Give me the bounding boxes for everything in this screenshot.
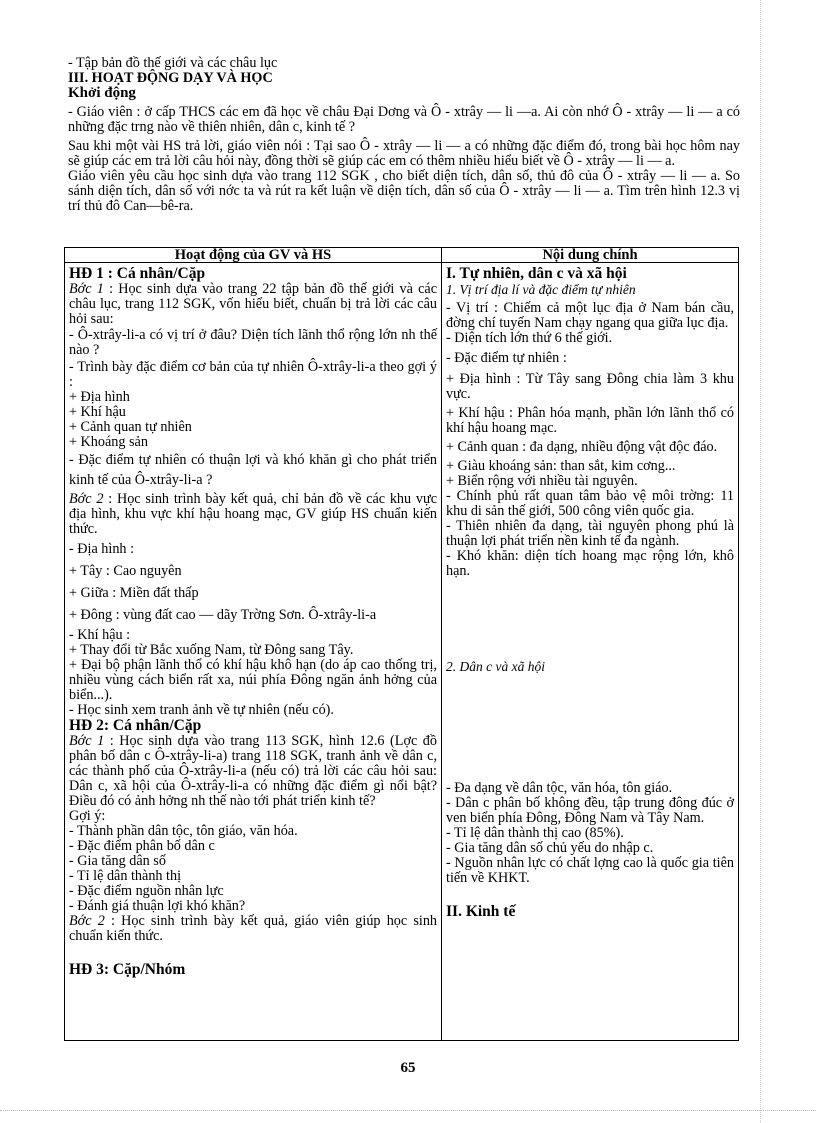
content-nature-title: - Đặc điểm tự nhiên : [446,350,567,366]
page-number: 65 [400,1060,416,1076]
intro-section [68,56,740,214]
content-climate: + Khí hậu : Phân hóa mạnh, phần lớn lãnh thổ có khí hậu hoang mạc. [446,405,734,436]
hint-ethnic: - Thành phần dân tộc, tôn giáo, văn hóa. [69,823,298,839]
intro-paragraph-2: Sau khi một vài HS trả lời, giáo viên nói : Tại sao Ô - xtrây — li — a có những đặc điểm đó, trong bài học hôm nay sẽ giúp các em trả lời câu hỏi này, đồng thời sẽ giúp các em có thêm nhiều hiểu biết về Ô - xtrây — li — a. [68,138,740,169]
activity-1-step-2: Bớc 2 : Học sinh trình bày kết quả, chỉ bản đồ về các khu vực địa hình, khu vực khí hậu hoang mạc, GV giúp HS chuẩn kiến thức. [69,491,437,537]
content-labor: - Nguồn nhân lực có chất lợng cao là quốc gia tiên tiến về KHKT. [446,855,734,886]
content-advantage: - Thiên nhiên đa dạng, tài nguyên phong phú là thuận lợi phát triển nền kinh tế đa ngành. [446,518,734,549]
content-column [442,263,739,1041]
hint-distribution: - Đặc điểm phân bố dân c [69,838,215,854]
hint-terrain: + Địa hình [69,389,130,405]
hint-urban: - Tỉ lệ dân thành thị [69,868,182,884]
view-pictures: - Học sinh xem tranh ảnh về tự nhiên (nếu có). [69,702,334,718]
content-population-growth: - Gia tăng dân số chủ yếu do nhập c. [446,840,654,856]
content-terrain: + Địa hình : Từ Tây sang Đông chia làm 3 khu vực. [446,371,734,402]
activity-1-heading: HĐ 1 : Cá nhân/Cặp [69,265,206,282]
section-2-heading: 2. Dân c và xã hội [446,659,545,674]
terrain-west: + Tây : Cao nguyên [69,563,182,579]
activity-2-step-2: Bớc 2 : Học sinh trình bày kết quả, giáo viên giúp học sinh chuẩn kiến thức. [69,913,438,944]
table-body-row [65,263,739,1041]
table-header-row [65,248,739,263]
header-content: Nội dung chính [442,248,739,263]
section-1-heading: I. Tự nhiên, dân c và xã hội [446,265,627,282]
hint-landscape: + Cảnh quan tự nhiên [69,419,192,435]
content-sea: + Biển rộng với nhiều tài nguyên. [446,473,638,489]
hint-growth: - Gia tăng dân số [69,853,166,869]
question-advantages: - Đặc điểm tự nhiên có thuận lợi và khó khăn gì cho phát triển kinh tế của Ô-xtrây-li-a ? [69,452,437,488]
right-dotted-rule [760,0,761,1123]
content-population-distribution: - Dân c phân bố không đều, tập trung đông đúc ở ven biển phía Đông, Đông Nam và Tây Nam. [446,795,734,826]
section-heading: III. HOẠT ĐỘNG DẠY VÀ HỌC [68,70,273,86]
hint-title: Gợi ý: [69,808,106,824]
activity-1-step-1: Bớc 1 : Học sinh dựa vào trang 22 tập bản đồ thế giới và các châu lục, trang 112 SGK, vốn hiểu biết, chuẩn bị trả lời các câu hỏi sau: [69,281,438,327]
hint-labor: - Đặc điểm nguồn nhân lực [69,883,224,899]
content-landscape: + Cảnh quan : đa dạng, nhiều động vật độc đáo. [446,439,718,455]
section-economy-heading: II. Kinh tế [446,903,516,920]
terrain-title: - Địa hình : [69,541,135,557]
intro-paragraph-3: Giáo viên yêu cầu học sinh dựa vào trang 112 SGK , cho biết diện tích, dân số, thủ đô của Ô - xtrây — li — a. So sánh diện tích, dân số với nớc ta và rút ra kết luận về diện tích, dân số của Ô - xtrây — li — a. Tìm trên hình 12.3 vị trí thủ đô Can—bê-ra. [68,168,740,214]
climate-1: + Thay đổi từ Bắc xuống Nam, từ Đông sang Tây. [69,642,354,658]
content-urban-rate: - Tỉ lệ dân thành thị cao (85%). [446,825,624,841]
activity-2-heading: HĐ 2: Cá nhân/Cặp [69,717,202,734]
content-location: - Vị trí : Chiếm cả một lục địa ở Nam bán cầu, đờng chí tuyến Nam chạy ngang qua giữa lục địa. [446,300,734,331]
terrain-east: + Đông : vùng đất cao — dãy Trờng Sơn. Ô-xtrây-li-a [69,607,377,623]
question-nature: - Trình bày đặc điểm cơ bản của tự nhiên Ô-xtrây-li-a theo gợi ý : [69,359,437,390]
activities-column [65,263,442,1041]
content-diversity: - Đa dạng về dân tộc, văn hóa, tôn giáo. [446,780,673,796]
question-location: - Ô-xtrây-li-a có vị trí ở đâu? Diện tích lãnh thổ rộng lớn nh thế nào ? [69,327,437,358]
content-environment: - Chính phủ rất quan tâm bảo vệ môi trờng: 11 khu di sản thế giới, 500 công viên quốc gia. [446,488,734,519]
content-area: - Diện tích lớn thứ 6 thế giới. [446,330,613,346]
materials-line: - Tập bản đồ thế giới và các châu lục [68,55,278,71]
activity-3-heading: HĐ 3: Cặp/Nhóm [69,961,186,978]
lesson-table [64,247,739,1041]
hint-minerals: + Khoáng sản [69,434,148,450]
activity-2-step-1: Bớc 1 : Học sinh dựa vào trang 113 SGK, hình 12.6 (Lợc đồ phân bố dân c Ô-xtrây-li-a) trang 118 SGK, tranh ảnh về dân c, các thành phố của Ô-xtrây-li-a (nếu có) trả lời các câu hỏi sau: Dân c, xã hội của Ô-xtrây-li-a có những đặc điểm gì nổi bật? Điều đó có ảnh hởng nh thế nào tới phát triển kinh tế? [69,733,437,809]
hint-evaluate: - Đánh giá thuận lợi khó khăn? [69,898,246,914]
climate-2: + Đại bộ phận lãnh thổ có khí hậu khô hạn (do áp cao thống trị, nhiều vùng cách biển rất xa, núi phía Đông ngăn ảnh hởng của biển...). [69,657,437,703]
hint-climate: + Khí hậu [69,404,126,420]
content-difficulty: - Khó khăn: diện tích hoang mạc rộng lớn, khô hạn. [446,548,734,579]
terrain-middle: + Giữa : Miền đất thấp [69,585,199,601]
bottom-dotted-rule [0,1110,816,1111]
content-minerals: + Giàu khoáng sản: than sắt, kim cơng... [446,458,676,474]
header-activities: Hoạt động của GV và HS [65,248,442,263]
section-1a-heading: 1. Vị trí địa lí và đặc điểm tự nhiên [446,282,636,297]
warmup-heading: Khởi động [68,85,136,101]
climate-title: - Khí hậu : [69,627,131,643]
intro-paragraph-1: - Giáo viên : ở cấp THCS các em đã học về châu Đại Dơng và Ô - xtrây — li —a. Ai còn nhớ Ô - xtrây — li — a có những đặc trng nào về thiên nhiên, dân c, kinh tế ? [68,104,740,135]
